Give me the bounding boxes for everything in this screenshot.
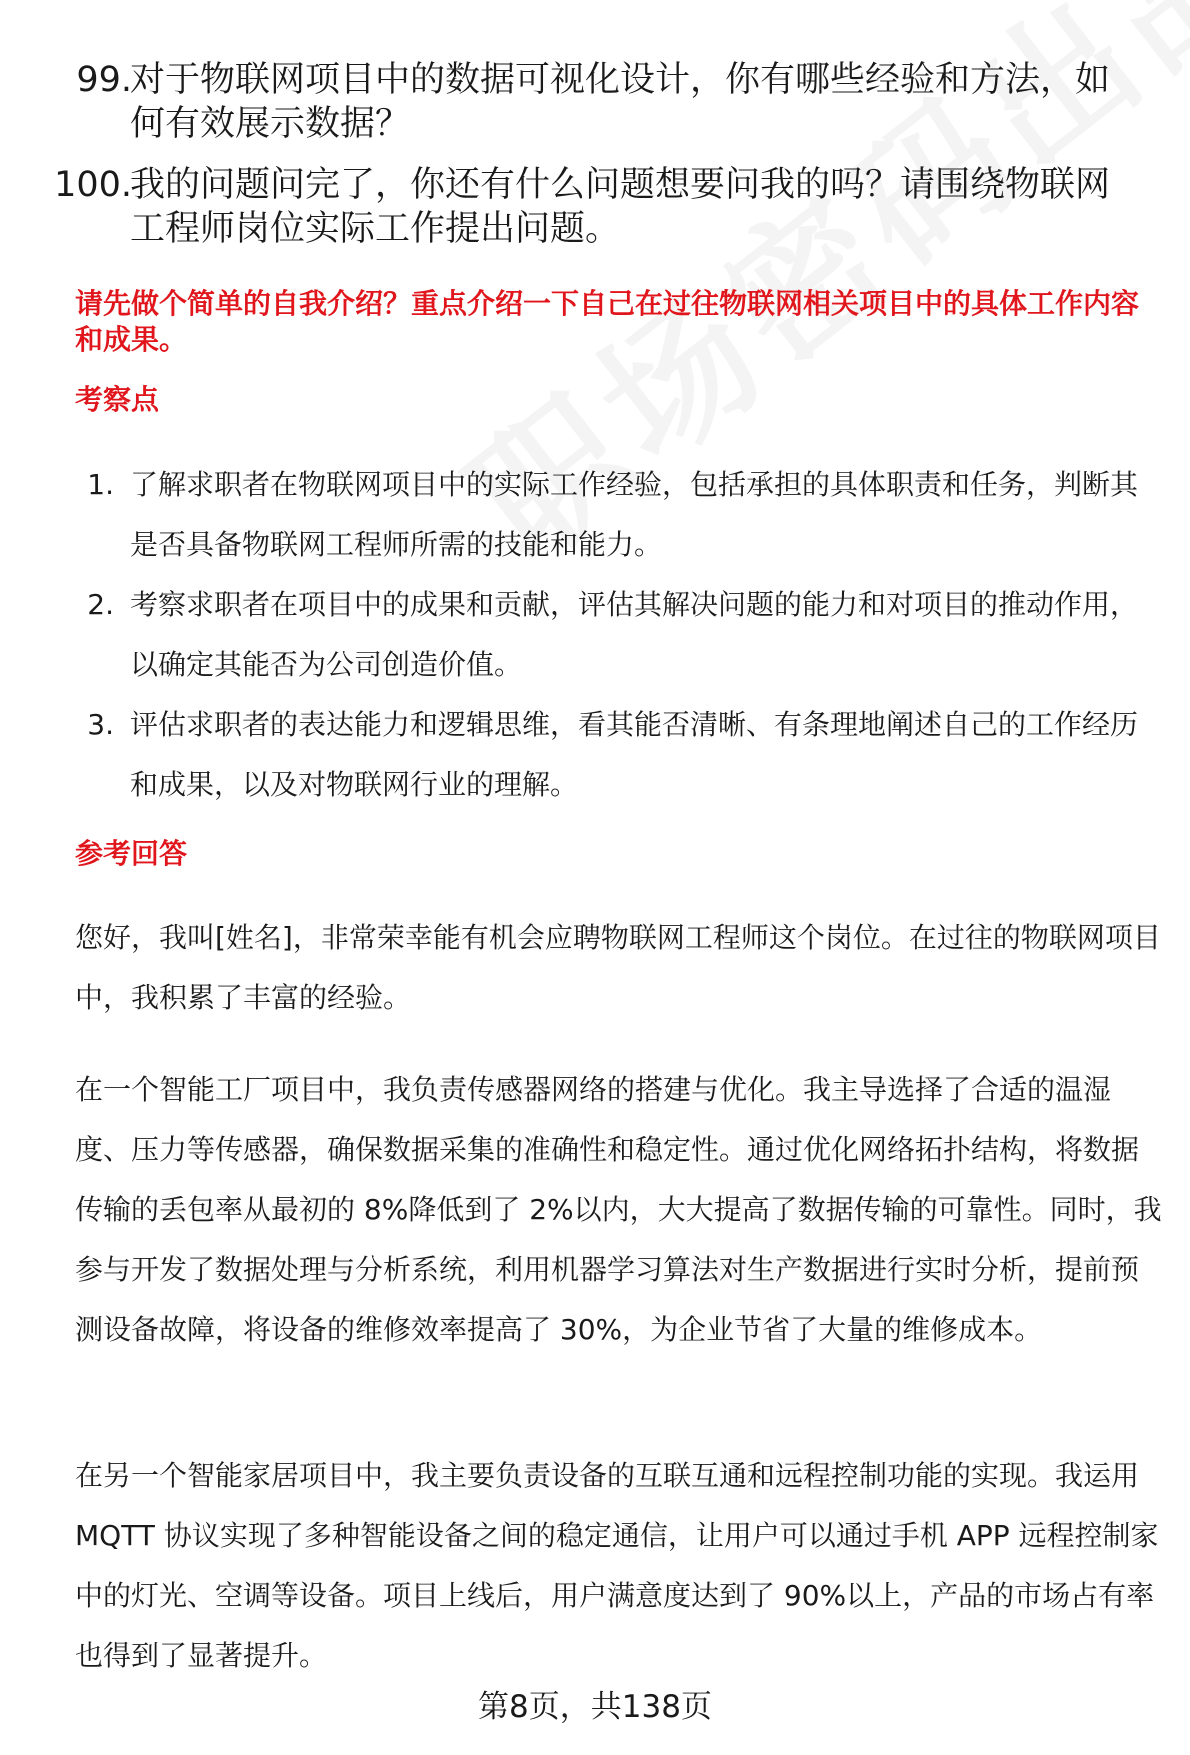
answer-paragraph: 您好，我叫[姓名]，非常荣幸能有机会应聘物联网工程师这个岗位。在过往的物联网项目中，我积累了丰富的经验。 [75, 921, 1161, 1014]
list-item [0, 695, 1190, 815]
list-item-text: 考察求职者在项目中的成果和贡献，评估其解决问题的能力和对项目的推动作用，以确定其能否为公司创造价值。 [130, 588, 1139, 681]
answer-heading: 参考回答 [75, 837, 188, 870]
list-item-number: 1. [87, 468, 114, 501]
list-item-number: 2. [87, 588, 114, 621]
list-item [0, 575, 1190, 695]
question-text: 我的问题问完了，你还有什么问题想要问我的吗？请围绕物联网工程师岗位实际工作提出问题。 [130, 165, 1111, 249]
question-text: 对于物联网项目中的数据可视化设计，你有哪些经验和方法，如何有效展示数据？ [130, 60, 1111, 144]
points-heading: 考察点 [75, 383, 160, 416]
points-list [0, 455, 1190, 815]
list-item [0, 455, 1190, 575]
page-footer: 第8页，共138页 [478, 1689, 712, 1725]
answer-paragraph: 在另一个智能家居项目中，我主要负责设备的互联互通和远程控制功能的实现。我运用 MQTT 协议实现了多种智能设备之间的稳定通信，让用户可以通过手机 APP 远程控制家中的灯光、空调等设备。项目上线后，用户满意度达到了 90%以上，产品的市场占有率也得到了显著提升。 [75, 1459, 1159, 1672]
question-number: 100. [54, 165, 132, 205]
list-item-text: 评估求职者的表达能力和逻辑思维，看其能否清晰、有条理地阐述自己的工作经历和成果，以及对物联网行业的理解。 [130, 708, 1139, 801]
question-number: 99. [76, 60, 132, 100]
list-item-number: 3. [87, 708, 114, 741]
answer-paragraph: 在一个智能工厂项目中，我负责传感器网络的搭建与优化。我主导选择了合适的温湿度、压力等传感器，确保数据采集的准确性和稳定性。通过优化网络拓扑结构，将数据传输的丢包率从最初的 8%降低到了 2%以内，大大提高了数据传输的可靠性。同时，我参与开发了数据处理与分析系统，利用机器学习算法对生产数据进行实时分析，提前预测设备故障，将设备的维修效率提高了 30%，为企业节省了大量的维修成本。 [75, 1073, 1162, 1346]
list-item-text: 了解求职者在物联网项目中的实际工作经验，包括承担的具体职责和任务，判断其是否具备物联网工程师所需的技能和能力。 [130, 468, 1139, 561]
current-question-title: 请先做个简单的自我介绍？重点介绍一下自己在过往物联网相关项目中的具体工作内容和成果。 [75, 287, 1140, 356]
